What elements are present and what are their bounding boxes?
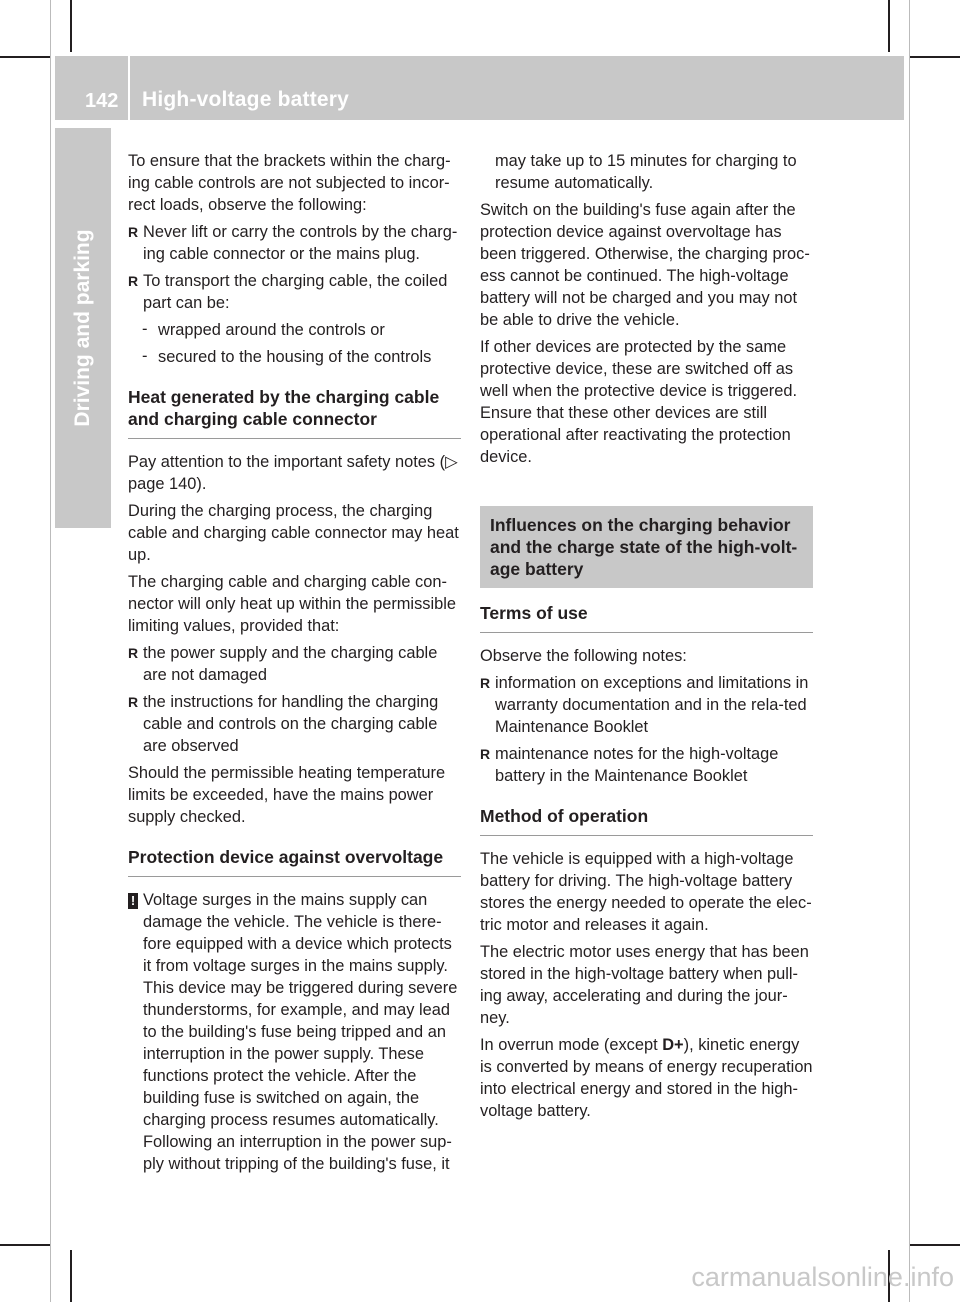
paragraph: Switch on the building's fuse again after the protection device against overvoltage has been triggered. Otherwise, the charging proc-ess cannot be continued. The high-voltage battery will not be charged and you may not be able to drive the vehicle. <box>480 201 810 329</box>
section-heading: Protection device against overvoltage <box>128 846 461 877</box>
left-column <box>128 150 461 1175</box>
watermark: carmanualsonline.info <box>691 1262 954 1292</box>
paragraph: The charging cable and charging cable con-nector will only heat up within the permissible limiting values, provided that: <box>128 573 456 635</box>
intro-paragraph: To ensure that the brackets within the charg-ing cable controls are not subjected to incor-rect loads, observe the following: <box>128 152 451 214</box>
crop-mark <box>888 0 890 52</box>
crop-mark <box>910 1244 960 1246</box>
list-item: R the instructions for handling the charging cable and controls on the charging cable are observed <box>128 693 439 755</box>
sub-list-item: - wrapped around the controls or <box>142 320 385 339</box>
warning-icon: ! <box>128 893 138 909</box>
crop-mark <box>0 56 50 58</box>
paragraph: Observe the following notes: <box>480 647 687 665</box>
crop-mark <box>70 1250 72 1302</box>
page-title: High-voltage battery <box>142 88 350 111</box>
list-item: R To transport the charging cable, the coiled part can be: <box>128 272 448 312</box>
list-item: R the power supply and the charging cable are not damaged <box>128 644 438 684</box>
page-header <box>55 56 904 120</box>
crop-mark <box>910 56 960 58</box>
paragraph: If other devices are protected by the same protective device, these are switched off as well when the protective device is triggered. Ensure that these other devices are still operational after reactivating the protection device. <box>480 338 798 466</box>
section-heading: Terms of use <box>480 602 813 633</box>
page-number: 142 <box>85 90 119 112</box>
section-heading: Heat generated by the charging cable and charging cable connector <box>128 386 461 439</box>
section-box-heading: Influences on the charging behavior and the charge state of the high-volt-age battery <box>480 506 813 588</box>
paragraph: The electric motor uses energy that has been stored in the high-voltage battery when pull-ing away, accelerating and during the jour-ney. <box>480 943 809 1027</box>
list-item: R information on exceptions and limitations in warranty documentation and in the rela-ted Maintenance Booklet <box>480 674 809 736</box>
warning-text: Voltage surges in the mains supply can damage the vehicle. The vehicle is there-fore equipped with a device which protects it from voltage surges in the mains supply. This device may be triggered during severe thunderstorms, for example, and may lead to the building's fuse being tripped and an interruption in the power supply. These functions protect the vehicle. After the building fuse is switched on again, the charging process resumes automatically. Following an interruption in the power sup-ply without tripping of the building's fuse, it <box>143 891 458 1173</box>
paragraph: The vehicle is equipped with a high-voltage battery for driving. The high-voltage battery stores the energy needed to operate the elec-tric motor and releases it again. <box>480 850 812 934</box>
paragraph: Pay attention to the important safety notes (▷ page 140). <box>128 453 458 493</box>
right-column <box>480 150 813 1127</box>
header-divider <box>128 56 130 120</box>
paragraph: Should the permissible heating temperature limits be exceeded, have the mains power supply checked. <box>128 764 446 826</box>
crop-mark <box>0 1244 50 1246</box>
section-tab-label: Driving and parking <box>71 229 94 427</box>
crop-mark <box>50 0 51 1302</box>
paragraph: During the charging process, the charging cable and charging cable connector may heat up. <box>128 502 459 564</box>
list-item: R maintenance notes for the high-voltage battery in the Maintenance Booklet <box>480 745 779 785</box>
section-tab <box>55 128 111 528</box>
paragraph: may take up to 15 minutes for charging to resume automatically. <box>495 152 797 192</box>
list-item: R Never lift or carry the controls by the charg-ing cable connector or the mains plug. <box>128 223 458 263</box>
sub-list-item: - secured to the housing of the controls <box>142 347 432 366</box>
section-heading: Method of operation <box>480 805 813 836</box>
paragraph: In overrun mode (except D+), kinetic energy is converted by means of energy recuperation into electrical energy and stored in the high-voltage battery. <box>480 1036 813 1120</box>
crop-mark <box>70 0 72 52</box>
warning-note <box>128 889 461 1175</box>
crop-mark <box>909 0 910 1302</box>
